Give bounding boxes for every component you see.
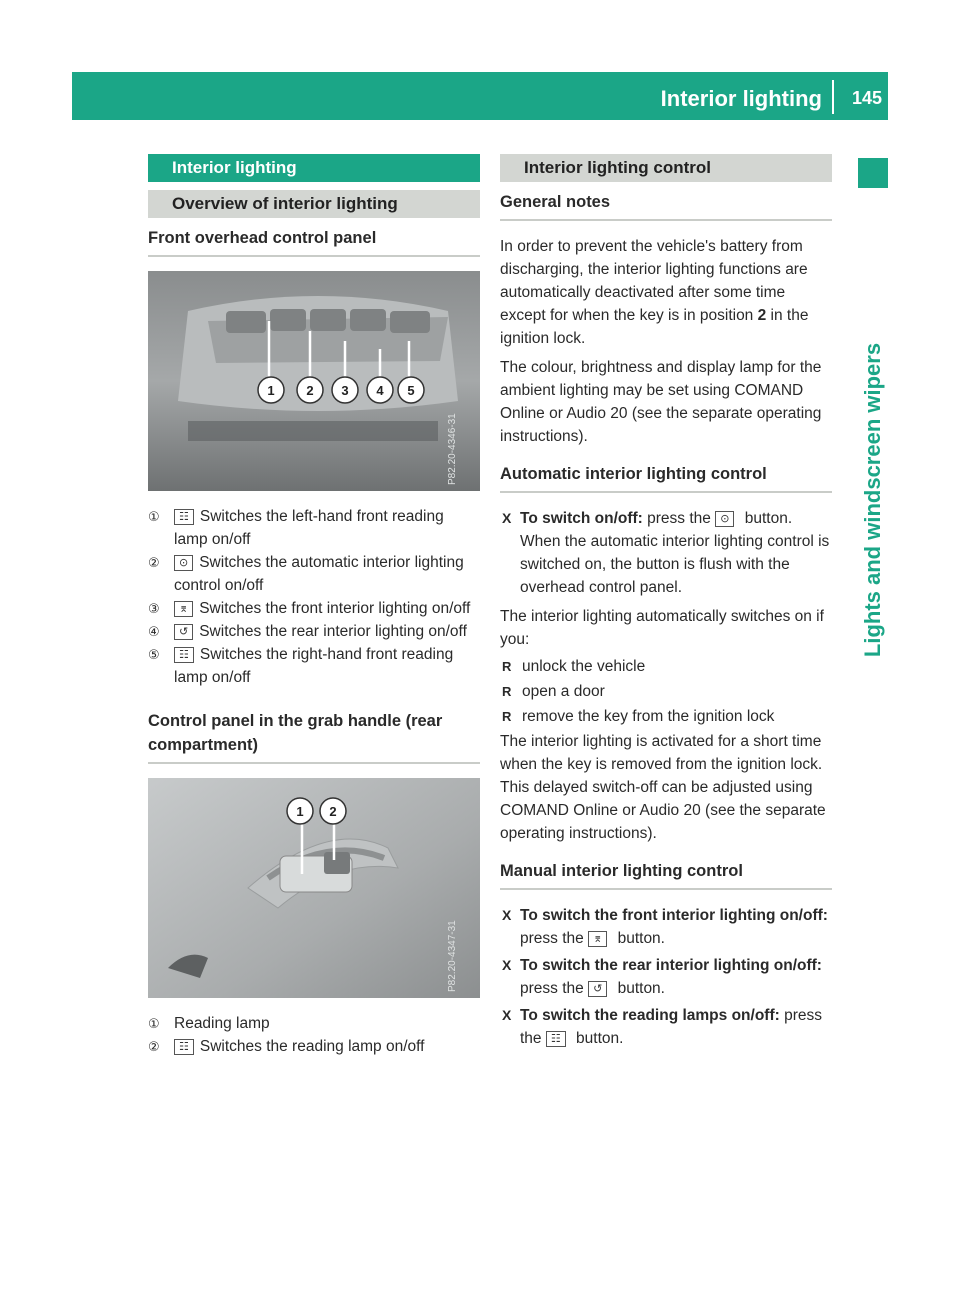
legend-item — [148, 1012, 480, 1035]
step-marker: X — [502, 957, 512, 973]
legend-number: ① — [148, 1016, 160, 1031]
legend-number: ⑤ — [148, 647, 160, 662]
section-title: Interior lighting — [148, 154, 480, 182]
list-item: R remove the key from the ignition lock — [500, 705, 832, 728]
legend-text: Switches the automatic interior lighting control on/off — [174, 554, 464, 594]
general-paragraph-2: The colour, brightness and display lamp for the ambient lighting may be set using COMAND Online or Audio 20 (see the separate operating instructions). — [500, 359, 822, 445]
list-item: R open a door — [500, 680, 832, 703]
legend-item — [148, 505, 480, 551]
front-panel-heading: Front overhead control panel — [148, 226, 480, 257]
auto-lighting-heading: Automatic interior lighting control — [500, 462, 832, 493]
auto-lighting-icon: ⊙ — [715, 511, 734, 527]
side-tab-label: Lights and windscreen wipers — [860, 342, 885, 658]
legend-number: ① — [148, 509, 160, 524]
header-separator — [832, 80, 834, 114]
bullet-marker: R — [502, 684, 512, 699]
auto-lighting-icon: ⊙ — [174, 555, 193, 571]
grab-handle-photo: 1 2 P82.20-4347-31 — [148, 778, 480, 998]
instruction-step: X To switch the reading lamps on/off: press the ☷ button. — [500, 1004, 832, 1050]
general-notes-heading: General notes — [500, 190, 832, 221]
auto-paragraph: The interior lighting automatically switches on if you: — [500, 608, 824, 648]
legend-number: ④ — [148, 624, 160, 639]
legend-text: Switches the right-hand front reading lamp on/off — [174, 646, 454, 686]
instruction-step: X To switch the rear interior lighting on/off: press the ↺ button. — [500, 954, 832, 1000]
front-lighting-icon: ⌆ — [174, 601, 193, 617]
manual-lighting-heading: Manual interior lighting control — [500, 859, 832, 890]
grab-handle-illustration — [148, 778, 480, 998]
bullet-marker: R — [502, 709, 512, 724]
rear-lighting-icon: ↺ — [174, 624, 193, 640]
legend-text: Switches the reading lamp on/off — [199, 1038, 425, 1055]
side-tab-marker — [858, 158, 888, 188]
callout-label: 1 — [267, 383, 275, 398]
step-marker: X — [502, 510, 512, 526]
auto-paragraph-2: The interior lighting is activated for a short time when the key is removed from the ignition lock. This delayed switch-off can be adjusted using COMAND Online or Audio 20 (see the separate operating instructions). — [500, 733, 826, 842]
reading-lamp-icon: ☷ — [546, 1031, 566, 1047]
legend-text: Switches the rear interior lighting on/off — [199, 623, 467, 640]
callout-label: 1 — [296, 804, 304, 819]
legend-text: Switches the front interior lighting on/off — [199, 600, 471, 617]
legend-item — [148, 620, 480, 643]
subsection-title: Overview of interior lighting — [148, 190, 480, 218]
section-title: Interior lighting control — [500, 154, 832, 182]
page-header — [72, 72, 888, 120]
callout-label: 2 — [329, 804, 337, 819]
grab-handle-heading: Control panel in the grab handle (rear compartment) — [148, 709, 480, 764]
instruction-step: X To switch on/off: press the ⊙ button. — [500, 507, 832, 530]
bullet-marker: R — [502, 659, 512, 674]
reading-lamp-icon: ☷ — [174, 647, 194, 663]
left-column — [148, 154, 480, 1058]
rear-lighting-icon: ↺ — [588, 981, 607, 997]
callout-label: 5 — [407, 383, 415, 398]
reading-lamp-icon: ☷ — [174, 1039, 194, 1055]
legend-number: ② — [148, 555, 160, 570]
front-overhead-panel-photo: 1 2 3 4 5 P82.20-4346-31 — [148, 271, 480, 491]
list-item: R unlock the vehicle — [500, 655, 832, 678]
legend-number: ② — [148, 1039, 160, 1054]
step-note: When the automatic interior lighting control is switched on, the button is flush with the overhead control panel. — [520, 533, 830, 596]
legend-text: Reading lamp — [174, 1015, 270, 1032]
overhead-panel-illustration — [148, 271, 480, 491]
reading-lamp-icon: ☷ — [174, 509, 194, 525]
header-title: Interior lighting — [660, 86, 822, 111]
callout-label: 4 — [376, 383, 384, 398]
legend-item — [148, 551, 480, 597]
page-number: 145 — [851, 88, 882, 108]
legend-number: ③ — [148, 601, 160, 616]
legend-item — [148, 643, 480, 689]
legend-item — [148, 597, 480, 620]
instruction-step: X To switch the front interior lighting on/off: press the ⌆ button. — [500, 904, 832, 950]
general-paragraph-1: In order to prevent the vehicle's battery from discharging, the interior lighting functions are automatically deactivated after some time except for when the key is in position 2 in the ignition lock. — [500, 238, 809, 347]
step-marker: X — [502, 907, 512, 923]
front-lighting-icon: ⌆ — [588, 931, 607, 947]
legend-item — [148, 1035, 480, 1058]
step-marker: X — [502, 1007, 512, 1023]
right-column — [500, 154, 832, 1050]
callout-label: 3 — [341, 383, 349, 398]
legend-text: Switches the left-hand front reading lamp on/off — [174, 508, 444, 548]
callout-label: 2 — [306, 383, 314, 398]
